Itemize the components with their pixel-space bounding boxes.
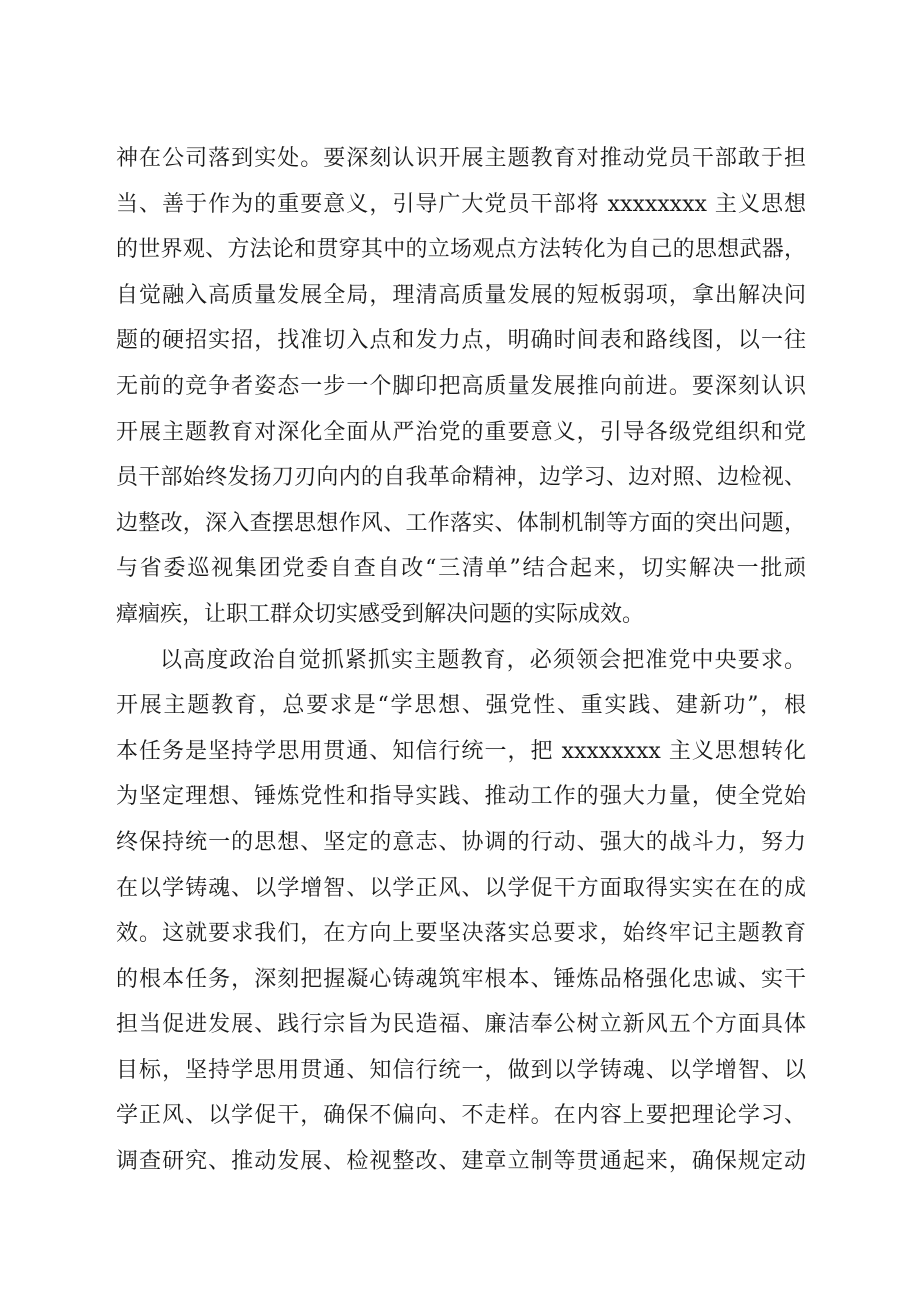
document-body xyxy=(116,136,806,1185)
text-line: 效。这就要求我们，在方向上要坚决落实总要求，始终牢记主题教育 xyxy=(116,921,806,947)
text-line: 学正风、以学促干，确保不偏向、不走样。在内容上要把理论学习、 xyxy=(116,1103,806,1129)
text-line: 与省委巡视集团党委自查自改“三清单”结合起来，切实解决一批顽 xyxy=(116,556,806,582)
text-line: 终保持统一的思想、坚定的意志、协调的行动、强大的战斗力，努力 xyxy=(116,829,806,855)
text-line: 的世界观、方法论和贯穿其中的立场观点方法转化为自己的思想武器， xyxy=(116,237,806,263)
text-line: 开展主题教育，总要求是“学思想、强党性、重实践、建新功”，根 xyxy=(116,693,806,719)
text-line: 员干部始终发扬刀刃向内的自我革命精神，边学习、边对照、边检视、 xyxy=(116,465,806,491)
text-line: 边整改，深入查摆思想作风、工作落实、体制机制等方面的突出问题， xyxy=(116,510,806,536)
text-line: 自觉融入高质量发展全局，理清高质量发展的短板弱项，拿出解决问 xyxy=(116,282,806,308)
text-line: 的根本任务，深刻把握凝心铸魂筑牢根本、锤炼品格强化忠诚、实干 xyxy=(116,966,806,992)
text-line: 无前的竞争者姿态一步一个脚印把高质量发展推向前进。要深刻认识 xyxy=(116,373,806,399)
text-line: 在以学铸魂、以学增智、以学正风、以学促干方面取得实实在在的成 xyxy=(116,875,806,901)
text-line: 题的硬招实招，找准切入点和发力点，明确时间表和路线图，以一往 xyxy=(116,328,806,354)
text-line: 当、善于作为的重要意义，引导广大党员干部将 xxxxxxxx 主义思想 xyxy=(116,191,806,217)
text-line: 为坚定理想、锤炼党性和指导实践、推动工作的强大力量，使全党始 xyxy=(116,784,806,810)
text-line: 调查研究、推动发展、检视整改、建章立制等贯通起来，确保规定动 xyxy=(116,1149,806,1175)
paragraph-1 xyxy=(116,136,806,638)
text-line: 目标，坚持学思用贯通、知信行统一，做到以学铸魂、以学增智、以 xyxy=(116,1057,806,1083)
text-line: 担当促进发展、践行宗旨为民造福、廉洁奉公树立新风五个方面具体 xyxy=(116,1012,806,1038)
text-line: 开展主题教育对深化全面从严治党的重要意义，引导各级党组织和党 xyxy=(116,419,806,445)
paragraph-2 xyxy=(116,638,806,1185)
text-line: 以高度政治自觉抓紧抓实主题教育，必须领会把准党中央要求。 xyxy=(160,647,806,673)
text-line: 瘴痼疾，让职工群众切实感受到解决问题的实际成效。 xyxy=(116,601,645,627)
text-line: 本任务是坚持学思用贯通、知信行统一，把 xxxxxxxx 主义思想转化 xyxy=(116,738,806,764)
text-line: 神在公司落到实处。要深刻认识开展主题教育对推动党员干部敢于担 xyxy=(116,146,806,171)
